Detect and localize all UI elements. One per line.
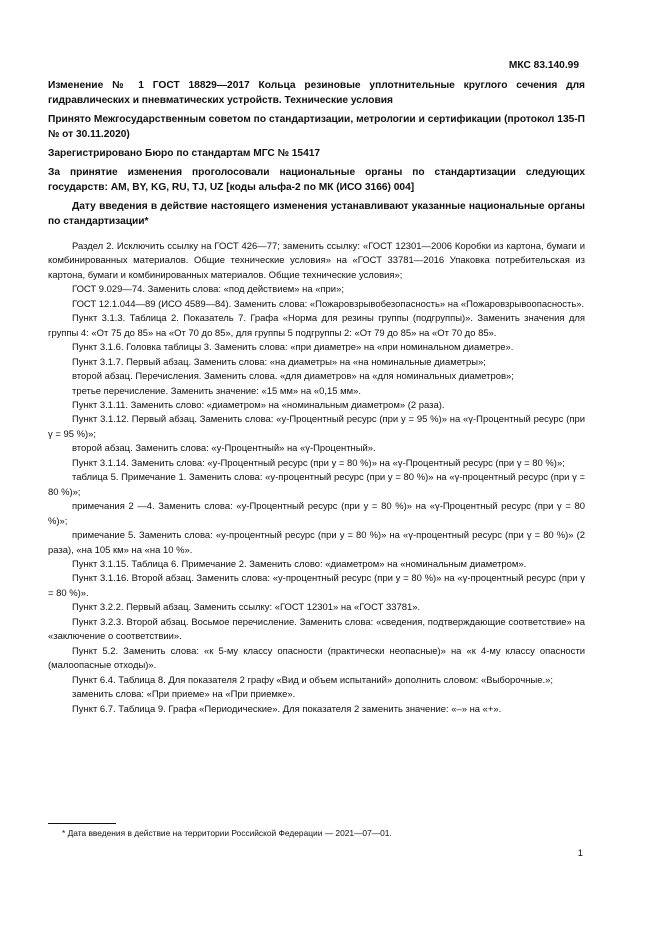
- body-paragraph: ГОСТ 9.029—74. Заменить слова: «под действием» на «при»;: [72, 284, 344, 296]
- footnote: * Дата введения в действие на территории Российской Федерации — 2021—07—01.: [62, 828, 392, 838]
- body-paragraph: Пункт 3.2.3. Второй абзац. Восьмое перечисление. Заменить слова: «сведения, подтверждающие соответствие» на «заключение о соответствии».: [48, 616, 585, 643]
- body-paragraph: Пункт 6.4. Таблица 8. Для показателя 2 графу «Вид и объем испытаний» дополнить словом: «Выборочные.»;: [72, 674, 553, 686]
- body-paragraph: примечания 2 —4. Заменить слова: «у-Процентный ресурс (при у = 80 %)» на «γ-Процентный ресурс (при γ = 80 %)»;: [48, 501, 585, 527]
- body-paragraph: Раздел 2. Исключить ссылку на ГОСТ 426—77; заменить ссылку: «ГОСТ 12301—2006 Коробки из картона, бумаги и комбинированных материалов. Общие технические условия» на «ГОСТ 33781—2016 Упаковка потребительская из картона, бумаги и комбинированных материалов. Общие технические условия»;: [48, 241, 585, 281]
- body-paragraph: Пункт 3.1.3. Таблица 2. Показатель 7. Графа «Норма для резины группы (подгруппы)». Заменить значения для группы 4: «От 75 до 85» на «От 70 до 85», для группы 5 подгруппы 2: «От 79 до 85» на «От 70 до 85».: [48, 313, 585, 339]
- adopted-statement: Принято Межгосударственным советом по стандартизации, метрологии и сертификации (протокол 135-П № от 30.11.2020): [48, 114, 585, 140]
- body-paragraph: Пункт 3.1.16. Второй абзац. Заменить слова: «у-процентный ресурс (при у = 80 %)» на «γ-процентный ресурс (при γ = 80 %)».: [48, 573, 585, 599]
- footnote-divider: [48, 823, 116, 824]
- body-paragraph: ГОСТ 12.1.044—89 (ИСО 4589—84). Заменить слова: «Пожаровзрывобезопасность» на «Пожаровзрывоопасность».: [72, 298, 585, 310]
- effective-date-statement: Дату введения в действие настоящего изменения устанавливают указанные национальные органы по стандартизации*: [48, 201, 585, 227]
- body-paragraph: Пункт 3.1.6. Головка таблицы 3. Заменить слова: «при диаметре» на «при номинальном диаметре».: [72, 342, 514, 354]
- body-paragraph: Пункт 3.2.2. Первый абзац. Заменить ссылку: «ГОСТ 12301» на «ГОСТ 33781».: [72, 602, 421, 614]
- body-paragraph: заменить слова: «При приеме» на «При приемке».: [72, 689, 296, 701]
- body-paragraph: примечание 5. Заменить слова: «у-процентный ресурс (при у = 80 %)» на «γ-процентный ресурс (при γ = 80 %)» (2 раза), «на 105 км» на «на 10 %».: [48, 530, 585, 556]
- body-paragraph: Пункт 3.1.11. Заменить слово: «диаметром» на «номинальным диаметром» (2 раза).: [72, 399, 445, 411]
- body-paragraph: Пункт 3.1.14. Заменить слова: «у-Процентный ресурс (при у = 80 %)» на «γ-Процентный ресурс (при γ = 80 %)»;: [72, 457, 565, 469]
- body-paragraph: второй абзац. Заменить слова: «у-Процентный» на «γ-Процентный».: [72, 443, 376, 455]
- voting-statement: За принятие изменения проголосовали национальные органы по стандартизации следующих государств: AM, BY, KG, RU, TJ, UZ [коды альфа-2 по МК (ИСО 3166) 004]: [48, 167, 585, 193]
- mks-code: МКС 83.140.99: [508, 60, 579, 71]
- amendment-body: [48, 240, 585, 717]
- amendment-title: Изменение № 1 ГОСТ 18829—2017 Кольца резиновые уплотнительные круглого сечения для гидравлических и пневматических устройств. Технические условия: [48, 80, 585, 106]
- body-paragraph: Пункт 3.1.15. Таблица 6. Примечание 2. Заменить слово: «диаметром» на «номинальным диаметром».: [72, 558, 527, 570]
- body-paragraph: третье перечисление. Заменить значение: «15 мм» на «0,15 мм».: [72, 385, 361, 397]
- body-paragraph: Пункт 5.2. Заменить слова: «к 5-му классу опасности (практически неопасные)» на «к 4-му классу опасности (малоопасные отходы)».: [48, 645, 585, 672]
- registration-statement: Зарегистрировано Бюро по стандартам МГС № 15417: [48, 148, 321, 159]
- body-paragraph: Пункт 3.1.7. Первый абзац. Заменить слова: «на диаметры» на «на номинальные диаметры»;: [72, 356, 486, 368]
- body-paragraph: таблица 5. Примечание 1. Заменить слова: «у-процентный ресурс (при у = 80 %)» на «γ-процентный ресурс (при γ = 80 %)»;: [48, 472, 585, 498]
- page-number: 1: [577, 848, 583, 859]
- body-paragraph: второй абзац. Перечисления. Заменить слова. «для диаметров» на «для номинальных диаметров»;: [72, 371, 514, 383]
- body-paragraph: Пункт 6.7. Таблица 9. Графа «Периодические». Для показателя 2 заменить значение: «–» на «+».: [72, 703, 502, 715]
- body-paragraph: Пункт 3.1.12. Первый абзац. Заменить слова: «у-Процентный ресурс (при у = 95 %)» на «γ-Процентный ресурс (при γ = 95 %)»;: [48, 414, 585, 440]
